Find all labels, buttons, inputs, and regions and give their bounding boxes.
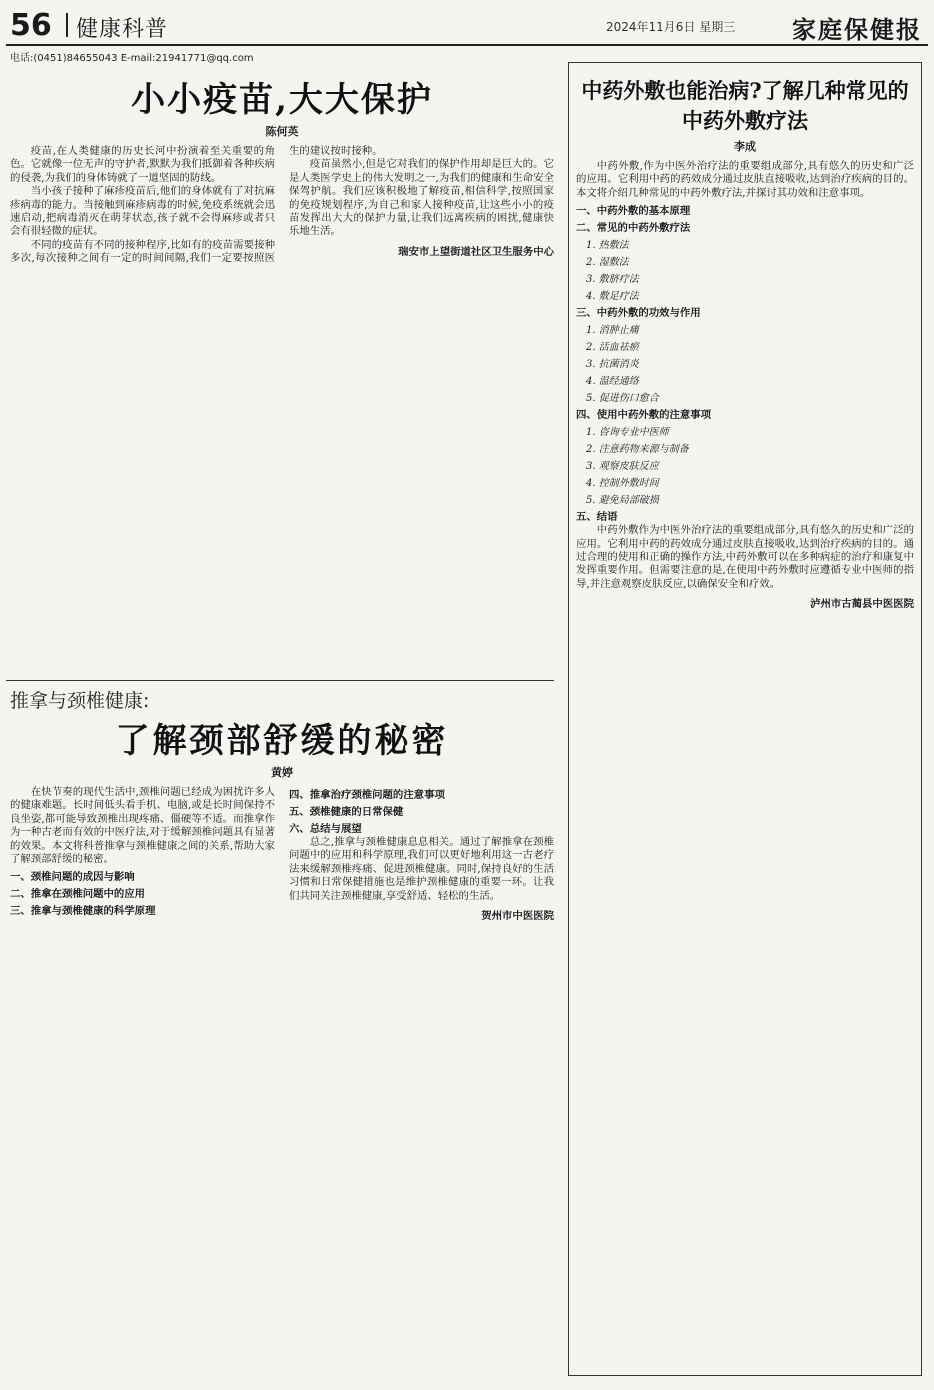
- paragraph: 在快节奏的现代生活中,颈椎问题已经成为困扰许多人的健康难题。长时间低头看手机、电脑,或是长时间保持不良坐姿,都可能导致颈椎出现疼痛、僵硬等不适。而推拿作为一种古老而有效的中医疗法,对于缓解颈椎问题具有显著的效果。本文将科普推拿与颈椎健康之间的关系,帮助大家了解颈部舒缓的秘密。: [10, 786, 275, 866]
- subsection-heading: 3. 抗菌消炎: [586, 359, 639, 371]
- section-heading: 四、推拿治疗颈椎问题的注意事项: [289, 789, 445, 801]
- masthead-rule: [6, 44, 928, 46]
- article-kicker: 推拿与颈椎健康:: [10, 690, 150, 712]
- article-tcm: [576, 76, 914, 1370]
- article-title: 小小疫苗,大大保护: [131, 80, 433, 120]
- article-author: 陈何英: [265, 125, 299, 138]
- section-heading: 五、结语: [576, 511, 618, 524]
- page-number: 56: [10, 8, 52, 43]
- contact-line: 电话:(0451)84655043 E-mail:21941771@qq.com: [10, 53, 254, 64]
- article-title: 了解颈部舒缓的秘密: [115, 721, 449, 761]
- section-heading: 三、推拿与颈椎健康的科学原理: [10, 905, 156, 918]
- author-affiliation: 贺州市中医医院: [481, 910, 554, 923]
- subsection-heading: 5. 避免局部破损: [586, 495, 659, 507]
- article-separator: [6, 680, 554, 681]
- article-author: 黄婷: [271, 766, 293, 779]
- subsection-heading: 2. 活血祛瘀: [586, 342, 639, 354]
- issue-date: 2024年11月6日 星期三: [606, 20, 736, 34]
- section-heading: 五、颈椎健康的日常保健: [289, 806, 404, 818]
- section-heading: 二、常见的中药外敷疗法: [576, 222, 691, 235]
- article-vaccine: [10, 72, 554, 672]
- paragraph: 当小孩子接种了麻疹疫苗后,他们的身体就有了对抗麻疹病毒的能力。当接触到麻疹病毒的时候,免疫系统就会迅速启动,把病毒消灭在萌芽状态,孩子就不会得麻疹或者只会有很轻微的症状。: [10, 185, 275, 238]
- article-neck: [10, 686, 554, 1376]
- subsection-heading: 4. 温经通络: [586, 376, 639, 388]
- paragraph: 疫苗虽然小,但是它对我们的保护作用却是巨大的。它是人类医学史上的伟大发明之一,为我们的健康和生命安全保驾护航。我们应该积极地了解疫苗,相信科学,按照国家的免疫规划程序,为自己和家人接种疫苗,让这些小小的疫苗发挥出大大的保护力量,让我们远离疾病的困扰,健康快乐地生活。: [289, 158, 554, 238]
- subsection-heading: 1. 热敷法: [586, 240, 629, 252]
- author-affiliation: 瑞安市上望街道社区卫生服务中心: [398, 245, 554, 258]
- section-heading: 一、颈椎问题的成因与影响: [10, 871, 135, 884]
- paragraph: 中药外敷,作为中医外治疗法的重要组成部分,具有悠久的历史和广泛的应用。它利用中药的药效成分通过皮肤直接吸收,达到治疗疾病的目的。本文将介绍几种常见的中药外敷疗法,并探讨其功效和注意事项。: [576, 160, 914, 199]
- section-heading: 四、使用中药外敷的注意事项: [576, 409, 712, 422]
- subsection-heading: 3. 观察皮肤反应: [586, 461, 659, 473]
- masthead-divider: [66, 13, 68, 37]
- section-heading: 六、总结与展望: [289, 823, 362, 835]
- subsection-heading: 2. 湿敷法: [586, 257, 629, 269]
- article-title: 中药外敷也能治病?了解几种常见的中药外敷疗法: [581, 78, 909, 133]
- masthead: [6, 4, 928, 42]
- subsection-heading: 1. 咨询专业中医师: [586, 427, 669, 439]
- article-author: 李成: [734, 140, 756, 153]
- subsection-heading: 1. 消肿止痛: [586, 325, 639, 337]
- paragraph: 不同的疫苗有不同的接种程序,比如有的疫苗需要接种多次,每次接种之间有一定的时间间隔,我们一定要按照医生的建议按时接种。: [10, 145, 383, 265]
- paragraph: 总之,推拿与颈椎健康息息相关。通过了解推拿在颈椎问题中的应用和科学原理,我们可以更好地利用这一古老疗法来缓解颈椎疼痛、促进颈椎健康。同时,保持良好的生活习惯和日常保健措施也是维护颈椎健康的重要一环。让我们共同关注颈椎健康,享受舒适、轻松的生活。: [289, 836, 554, 902]
- subsection-heading: 4. 敷足疗法: [586, 291, 639, 303]
- subsection-heading: 2. 注意药物来源与制备: [586, 444, 689, 456]
- paragraph: 中药外敷作为中医外治疗法的重要组成部分,具有悠久的历史和广泛的应用。它利用中药的药效成分通过皮肤直接吸收,达到治疗疾病的目的。通过合理的使用和正确的操作方法,中药外敷可以在多种病症的治疗和康复中发挥重要作用。但需要注意的是,在使用中药外敷时应遵循专业中医师的指导,并注意观察皮肤反应,以确保安全和疗效。: [576, 524, 914, 590]
- section-name: 健康科普: [76, 17, 169, 42]
- subsection-heading: 4. 控制外敷时间: [586, 478, 659, 490]
- article-body: [576, 160, 914, 610]
- article-body: [10, 145, 554, 655]
- section-heading: 一、中药外敷的基本原理: [576, 205, 691, 218]
- section-heading: 三、中药外敷的功效与作用: [576, 307, 701, 320]
- section-heading: 二、推拿在颈椎问题中的应用: [10, 888, 146, 901]
- subsection-heading: 5. 促进伤口愈合: [586, 393, 659, 405]
- paragraph: 疫苗,在人类健康的历史长河中扮演着至关重要的角色。它就像一位无声的守护者,默默为我们抵御着各种疾病的侵袭,为我们的身体铸就了一道坚固的防线。: [10, 145, 275, 184]
- newspaper-name: 家庭保健报: [792, 15, 922, 44]
- article-body: [10, 786, 554, 1376]
- author-affiliation: 泸州市古蔺县中医医院: [810, 598, 914, 611]
- subsection-heading: 3. 敷脐疗法: [586, 274, 639, 286]
